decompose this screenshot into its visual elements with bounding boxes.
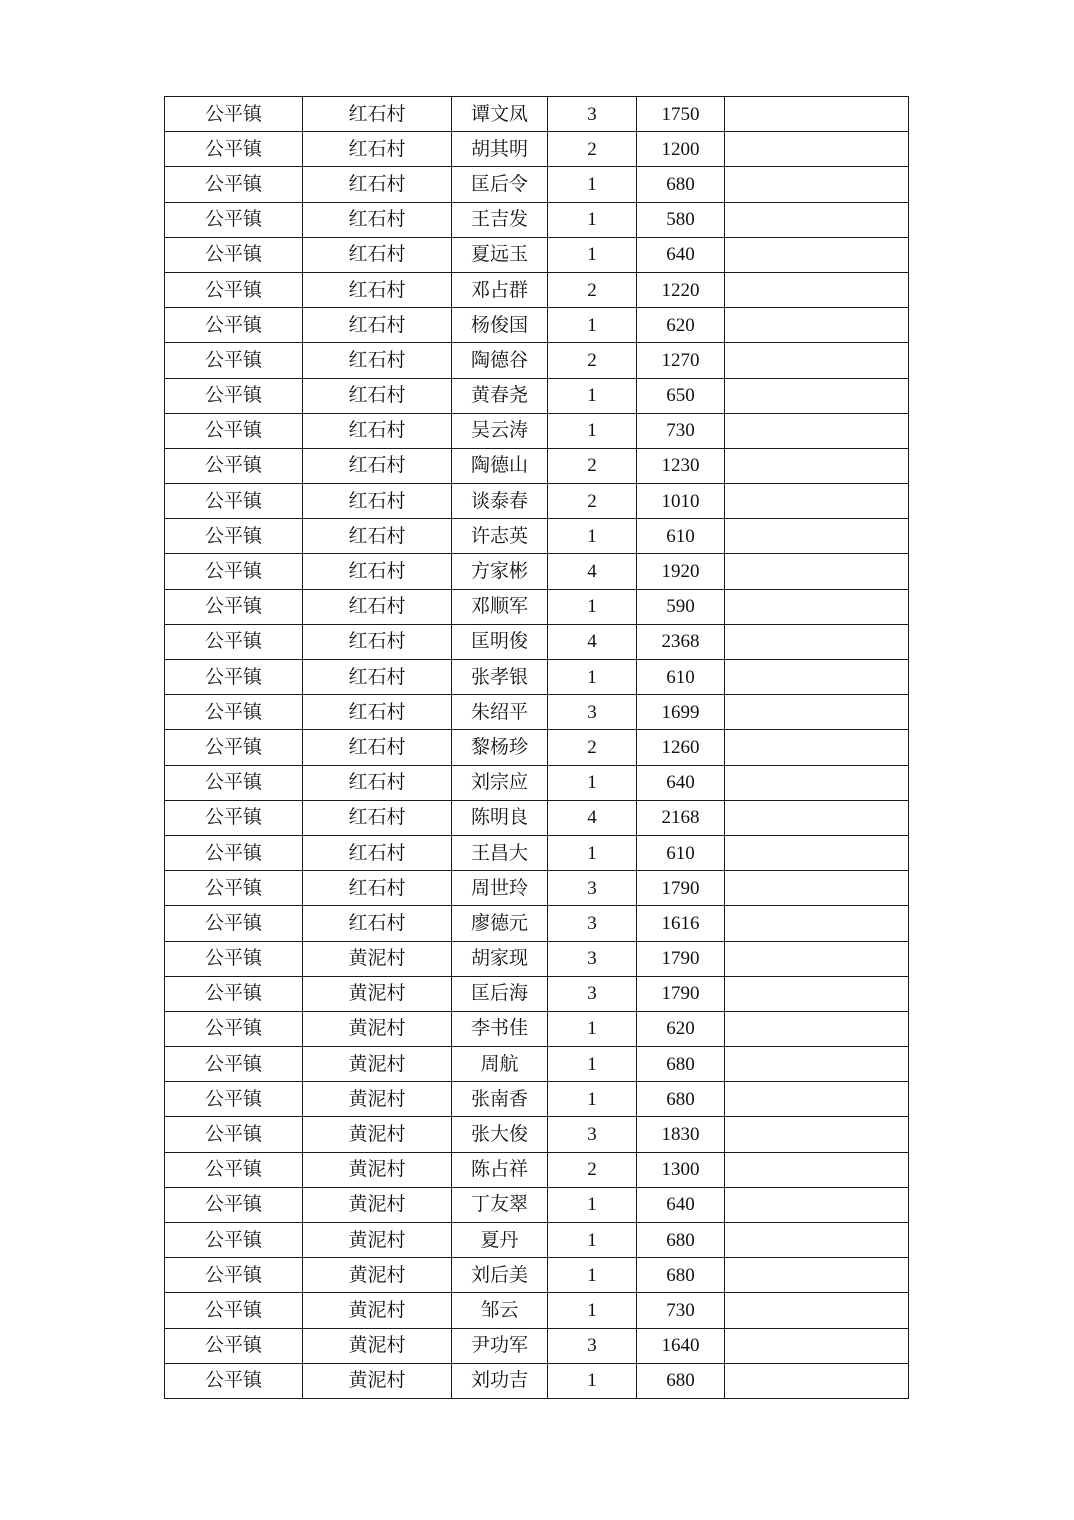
table-row — [165, 835, 909, 870]
household-size-cell: 2 — [548, 272, 637, 307]
village-cell: 黄泥村 — [303, 1082, 452, 1117]
village-cell: 黄泥村 — [303, 1117, 452, 1152]
table-row — [165, 1293, 909, 1328]
remarks-cell — [725, 1082, 909, 1117]
village-cell: 红石村 — [303, 413, 452, 448]
table-row — [165, 308, 909, 343]
town-cell: 公平镇 — [165, 1117, 303, 1152]
village-cell: 黄泥村 — [303, 1187, 452, 1222]
name-cell: 丁友翠 — [452, 1187, 548, 1222]
table-row — [165, 554, 909, 589]
household-size-cell: 1 — [548, 765, 637, 800]
amount-cell: 580 — [637, 202, 725, 237]
amount-cell: 640 — [637, 1187, 725, 1222]
village-cell: 红石村 — [303, 237, 452, 272]
town-cell: 公平镇 — [165, 1047, 303, 1082]
village-cell: 黄泥村 — [303, 976, 452, 1011]
household-size-cell: 1 — [548, 835, 637, 870]
name-cell: 王昌大 — [452, 835, 548, 870]
amount-cell: 2168 — [637, 800, 725, 835]
remarks-cell — [725, 906, 909, 941]
village-cell: 红石村 — [303, 272, 452, 307]
amount-cell: 1010 — [637, 484, 725, 519]
table-row — [165, 730, 909, 765]
household-size-cell: 1 — [548, 308, 637, 343]
table-row — [165, 132, 909, 167]
table-row — [165, 1328, 909, 1363]
remarks-cell — [725, 660, 909, 695]
village-cell: 红石村 — [303, 695, 452, 730]
table-row — [165, 343, 909, 378]
remarks-cell — [725, 1047, 909, 1082]
remarks-cell — [725, 1293, 909, 1328]
village-cell: 红石村 — [303, 906, 452, 941]
amount-cell: 640 — [637, 765, 725, 800]
name-cell: 匡明俊 — [452, 624, 548, 659]
remarks-cell — [725, 167, 909, 202]
village-cell: 红石村 — [303, 871, 452, 906]
name-cell: 陈占祥 — [452, 1152, 548, 1187]
village-cell: 红石村 — [303, 167, 452, 202]
town-cell: 公平镇 — [165, 871, 303, 906]
household-size-cell: 4 — [548, 800, 637, 835]
name-cell: 匡后令 — [452, 167, 548, 202]
amount-cell: 1750 — [637, 97, 725, 132]
household-size-cell: 1 — [548, 660, 637, 695]
amount-cell: 680 — [637, 1258, 725, 1293]
village-cell: 黄泥村 — [303, 1363, 452, 1398]
village-cell: 红石村 — [303, 660, 452, 695]
table-row — [165, 1223, 909, 1258]
table-body — [165, 97, 909, 1399]
village-cell: 红石村 — [303, 765, 452, 800]
village-cell: 红石村 — [303, 97, 452, 132]
village-cell: 红石村 — [303, 308, 452, 343]
table-row — [165, 1363, 909, 1398]
name-cell: 匡后海 — [452, 976, 548, 1011]
village-cell: 红石村 — [303, 519, 452, 554]
household-size-cell: 1 — [548, 378, 637, 413]
household-size-cell: 3 — [548, 976, 637, 1011]
household-size-cell: 2 — [548, 132, 637, 167]
amount-cell: 590 — [637, 589, 725, 624]
name-cell: 胡家现 — [452, 941, 548, 976]
village-cell: 黄泥村 — [303, 1293, 452, 1328]
village-cell: 红石村 — [303, 448, 452, 483]
relief-roster-table — [164, 96, 909, 1399]
name-cell: 刘后美 — [452, 1258, 548, 1293]
table-row — [165, 800, 909, 835]
village-cell: 红石村 — [303, 343, 452, 378]
amount-cell: 1200 — [637, 132, 725, 167]
remarks-cell — [725, 624, 909, 659]
amount-cell: 730 — [637, 413, 725, 448]
table-row — [165, 519, 909, 554]
table-row — [165, 448, 909, 483]
household-size-cell: 1 — [548, 1047, 637, 1082]
amount-cell: 1220 — [637, 272, 725, 307]
household-size-cell: 1 — [548, 1223, 637, 1258]
town-cell: 公平镇 — [165, 167, 303, 202]
amount-cell: 1790 — [637, 941, 725, 976]
amount-cell: 1920 — [637, 554, 725, 589]
amount-cell: 730 — [637, 1293, 725, 1328]
town-cell: 公平镇 — [165, 941, 303, 976]
remarks-cell — [725, 1328, 909, 1363]
name-cell: 刘功吉 — [452, 1363, 548, 1398]
remarks-cell — [725, 202, 909, 237]
table-row — [165, 941, 909, 976]
amount-cell: 650 — [637, 378, 725, 413]
name-cell: 邹云 — [452, 1293, 548, 1328]
name-cell: 方家彬 — [452, 554, 548, 589]
village-cell: 红石村 — [303, 202, 452, 237]
village-cell: 红石村 — [303, 624, 452, 659]
household-size-cell: 3 — [548, 1328, 637, 1363]
table-row — [165, 1082, 909, 1117]
household-size-cell: 3 — [548, 941, 637, 976]
name-cell: 邓占群 — [452, 272, 548, 307]
name-cell: 吴云涛 — [452, 413, 548, 448]
town-cell: 公平镇 — [165, 589, 303, 624]
remarks-cell — [725, 835, 909, 870]
name-cell: 陶德山 — [452, 448, 548, 483]
remarks-cell — [725, 554, 909, 589]
village-cell: 黄泥村 — [303, 1258, 452, 1293]
town-cell: 公平镇 — [165, 132, 303, 167]
town-cell: 公平镇 — [165, 308, 303, 343]
household-size-cell: 3 — [548, 97, 637, 132]
town-cell: 公平镇 — [165, 484, 303, 519]
remarks-cell — [725, 272, 909, 307]
remarks-cell — [725, 519, 909, 554]
town-cell: 公平镇 — [165, 448, 303, 483]
name-cell: 夏远玉 — [452, 237, 548, 272]
remarks-cell — [725, 589, 909, 624]
name-cell: 李书佳 — [452, 1011, 548, 1046]
table-row — [165, 624, 909, 659]
amount-cell: 2368 — [637, 624, 725, 659]
village-cell: 黄泥村 — [303, 1047, 452, 1082]
remarks-cell — [725, 413, 909, 448]
amount-cell: 680 — [637, 1363, 725, 1398]
town-cell: 公平镇 — [165, 1152, 303, 1187]
amount-cell: 610 — [637, 519, 725, 554]
town-cell: 公平镇 — [165, 906, 303, 941]
household-size-cell: 1 — [548, 202, 637, 237]
town-cell: 公平镇 — [165, 835, 303, 870]
name-cell: 陈明良 — [452, 800, 548, 835]
remarks-cell — [725, 871, 909, 906]
amount-cell: 610 — [637, 660, 725, 695]
table-row — [165, 906, 909, 941]
town-cell: 公平镇 — [165, 976, 303, 1011]
remarks-cell — [725, 1187, 909, 1222]
town-cell: 公平镇 — [165, 765, 303, 800]
table-row — [165, 237, 909, 272]
village-cell: 黄泥村 — [303, 1328, 452, 1363]
amount-cell: 680 — [637, 1082, 725, 1117]
name-cell: 张南香 — [452, 1082, 548, 1117]
table-row — [165, 695, 909, 730]
table-row — [165, 1047, 909, 1082]
table-row — [165, 1187, 909, 1222]
amount-cell: 1230 — [637, 448, 725, 483]
name-cell: 胡其明 — [452, 132, 548, 167]
village-cell: 红石村 — [303, 484, 452, 519]
remarks-cell — [725, 484, 909, 519]
table-row — [165, 97, 909, 132]
village-cell: 红石村 — [303, 554, 452, 589]
town-cell: 公平镇 — [165, 1187, 303, 1222]
remarks-cell — [725, 237, 909, 272]
household-size-cell: 1 — [548, 1187, 637, 1222]
town-cell: 公平镇 — [165, 1258, 303, 1293]
table-row — [165, 976, 909, 1011]
table-row — [165, 765, 909, 800]
village-cell: 黄泥村 — [303, 1152, 452, 1187]
remarks-cell — [725, 378, 909, 413]
household-size-cell: 3 — [548, 871, 637, 906]
remarks-cell — [725, 1363, 909, 1398]
village-cell: 红石村 — [303, 835, 452, 870]
town-cell: 公平镇 — [165, 413, 303, 448]
amount-cell: 1300 — [637, 1152, 725, 1187]
remarks-cell — [725, 97, 909, 132]
town-cell: 公平镇 — [165, 624, 303, 659]
name-cell: 黄春尧 — [452, 378, 548, 413]
name-cell: 朱绍平 — [452, 695, 548, 730]
amount-cell: 1790 — [637, 976, 725, 1011]
village-cell: 红石村 — [303, 589, 452, 624]
household-size-cell: 4 — [548, 554, 637, 589]
remarks-cell — [725, 695, 909, 730]
household-size-cell: 1 — [548, 589, 637, 624]
name-cell: 谈泰春 — [452, 484, 548, 519]
town-cell: 公平镇 — [165, 695, 303, 730]
remarks-cell — [725, 308, 909, 343]
household-size-cell: 1 — [548, 167, 637, 202]
village-cell: 黄泥村 — [303, 1011, 452, 1046]
household-size-cell: 2 — [548, 484, 637, 519]
household-size-cell: 2 — [548, 730, 637, 765]
amount-cell: 610 — [637, 835, 725, 870]
table-row — [165, 1258, 909, 1293]
table-row — [165, 413, 909, 448]
remarks-cell — [725, 1011, 909, 1046]
table-row — [165, 1011, 909, 1046]
town-cell: 公平镇 — [165, 343, 303, 378]
household-size-cell: 3 — [548, 695, 637, 730]
village-cell: 红石村 — [303, 800, 452, 835]
name-cell: 张大俊 — [452, 1117, 548, 1152]
household-size-cell: 1 — [548, 237, 637, 272]
household-size-cell: 3 — [548, 1117, 637, 1152]
table-row — [165, 202, 909, 237]
amount-cell: 1260 — [637, 730, 725, 765]
amount-cell: 620 — [637, 308, 725, 343]
remarks-cell — [725, 343, 909, 378]
town-cell: 公平镇 — [165, 202, 303, 237]
remarks-cell — [725, 800, 909, 835]
household-size-cell: 1 — [548, 1258, 637, 1293]
table-row — [165, 871, 909, 906]
name-cell: 尹功军 — [452, 1328, 548, 1363]
household-size-cell: 4 — [548, 624, 637, 659]
amount-cell: 620 — [637, 1011, 725, 1046]
household-size-cell: 1 — [548, 1082, 637, 1117]
name-cell: 廖德元 — [452, 906, 548, 941]
household-size-cell: 1 — [548, 1011, 637, 1046]
name-cell: 周航 — [452, 1047, 548, 1082]
household-size-cell: 1 — [548, 519, 637, 554]
household-size-cell: 1 — [548, 413, 637, 448]
remarks-cell — [725, 132, 909, 167]
amount-cell: 680 — [637, 1223, 725, 1258]
household-size-cell: 3 — [548, 906, 637, 941]
remarks-cell — [725, 448, 909, 483]
town-cell: 公平镇 — [165, 554, 303, 589]
amount-cell: 1830 — [637, 1117, 725, 1152]
remarks-cell — [725, 1117, 909, 1152]
town-cell: 公平镇 — [165, 519, 303, 554]
amount-cell: 1640 — [637, 1328, 725, 1363]
name-cell: 陶德谷 — [452, 343, 548, 378]
remarks-cell — [725, 1258, 909, 1293]
name-cell: 黎杨珍 — [452, 730, 548, 765]
name-cell: 谭文凤 — [452, 97, 548, 132]
name-cell: 刘宗应 — [452, 765, 548, 800]
table-row — [165, 484, 909, 519]
amount-cell: 1699 — [637, 695, 725, 730]
name-cell: 张孝银 — [452, 660, 548, 695]
remarks-cell — [725, 765, 909, 800]
name-cell: 王吉发 — [452, 202, 548, 237]
remarks-cell — [725, 1223, 909, 1258]
table-row — [165, 378, 909, 413]
table-row — [165, 660, 909, 695]
town-cell: 公平镇 — [165, 730, 303, 765]
remarks-cell — [725, 730, 909, 765]
name-cell: 夏丹 — [452, 1223, 548, 1258]
village-cell: 黄泥村 — [303, 1223, 452, 1258]
town-cell: 公平镇 — [165, 97, 303, 132]
household-size-cell: 1 — [548, 1363, 637, 1398]
table-row — [165, 1152, 909, 1187]
household-size-cell: 2 — [548, 448, 637, 483]
town-cell: 公平镇 — [165, 237, 303, 272]
household-size-cell: 1 — [548, 1293, 637, 1328]
village-cell: 红石村 — [303, 378, 452, 413]
town-cell: 公平镇 — [165, 1328, 303, 1363]
amount-cell: 1616 — [637, 906, 725, 941]
town-cell: 公平镇 — [165, 1082, 303, 1117]
remarks-cell — [725, 976, 909, 1011]
household-size-cell: 2 — [548, 343, 637, 378]
remarks-cell — [725, 941, 909, 976]
town-cell: 公平镇 — [165, 378, 303, 413]
village-cell: 红石村 — [303, 730, 452, 765]
town-cell: 公平镇 — [165, 1223, 303, 1258]
table-row — [165, 589, 909, 624]
name-cell: 邓顺军 — [452, 589, 548, 624]
table-row — [165, 272, 909, 307]
name-cell: 周世玲 — [452, 871, 548, 906]
amount-cell: 680 — [637, 1047, 725, 1082]
village-cell: 黄泥村 — [303, 941, 452, 976]
town-cell: 公平镇 — [165, 660, 303, 695]
town-cell: 公平镇 — [165, 1293, 303, 1328]
town-cell: 公平镇 — [165, 800, 303, 835]
amount-cell: 640 — [637, 237, 725, 272]
town-cell: 公平镇 — [165, 1011, 303, 1046]
household-size-cell: 2 — [548, 1152, 637, 1187]
amount-cell: 680 — [637, 167, 725, 202]
table-row — [165, 1117, 909, 1152]
name-cell: 许志英 — [452, 519, 548, 554]
amount-cell: 1790 — [637, 871, 725, 906]
remarks-cell — [725, 1152, 909, 1187]
town-cell: 公平镇 — [165, 272, 303, 307]
village-cell: 红石村 — [303, 132, 452, 167]
table-row — [165, 167, 909, 202]
town-cell: 公平镇 — [165, 1363, 303, 1398]
name-cell: 杨俊国 — [452, 308, 548, 343]
amount-cell: 1270 — [637, 343, 725, 378]
